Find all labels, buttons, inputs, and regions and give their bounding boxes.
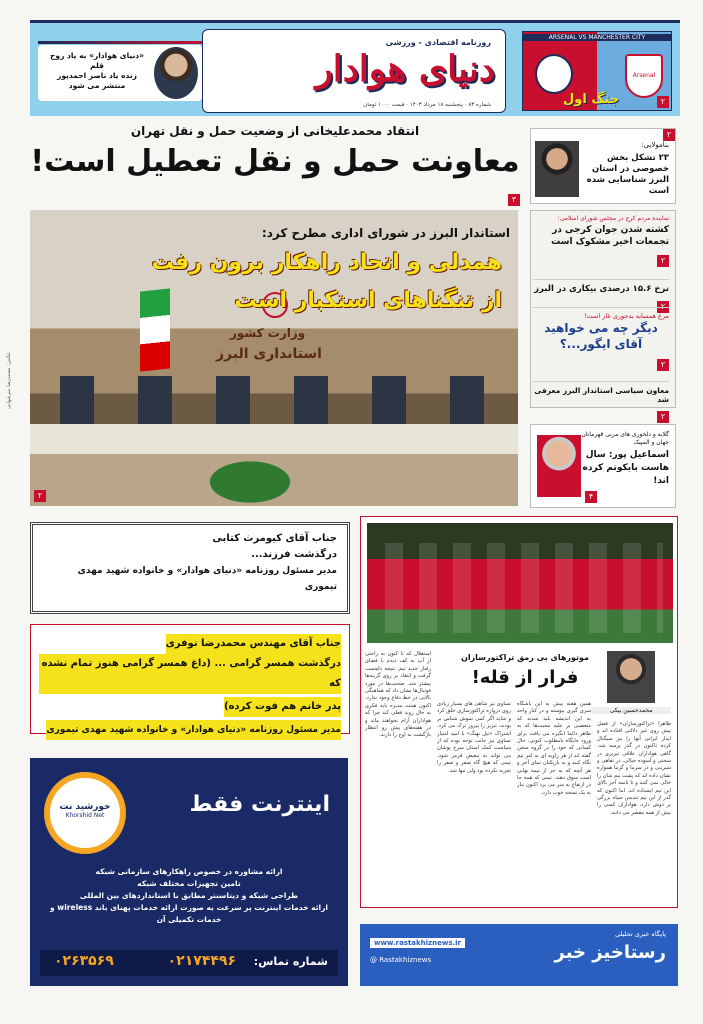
ad-line1: ارائه مشاوره در خصوص راهکارهای سازمانی شبکه bbox=[95, 867, 283, 876]
page-ref-mark: ۳ bbox=[508, 194, 520, 206]
ad-news-tagline: پایگاه خبری تحلیلی bbox=[614, 930, 666, 938]
sidebar-item-4[interactable] bbox=[533, 307, 669, 371]
tractor-column-2: همین هفته پیش به این باشگاه سری گیری بیوسته و در کنار واحد به این اندیشه بلند شدند که متعصبی بر علیه محبت‌ها که به ظاهر دائما انگیزه می یافت برای ورود جایگاه نامطلوب کنونی. حال کسانی که خود را در گروه سخن گفته اند از هر زاویه ای به امر تیم نگاه کنند و به بازیکنان نمای آخر و هر آنچه که به جز از نیمه نهایی است سوق دهند. تیمی که همه جا در ارتفاع به سر می برد اکنون نیاز به یک نسخه خوب دارد. bbox=[517, 701, 591, 796]
sidebar-item5-title: معاون سیاسی استاندار البرز معرفی شد bbox=[534, 386, 669, 404]
ad-line2: تامین تجهیزات مختلف شبکه bbox=[137, 879, 241, 888]
masthead bbox=[30, 20, 680, 116]
condolence2-line2: درگذشت همسر گرامی ... (داغ همسر گرامی هنوز تمام نشده که bbox=[39, 654, 341, 694]
players-row bbox=[377, 543, 663, 633]
condolence1-line2: درگذشت فرزند... bbox=[251, 549, 337, 560]
sidebar-item6-kicker: گلایه و دلخوری های مربی قهرمانان جهان و المپیک bbox=[581, 431, 669, 446]
sidebar-item2-title: کشته شدن جوان کرجی در تجمعات اخیر مشکوک است bbox=[551, 225, 669, 247]
person-portrait bbox=[535, 141, 579, 197]
lead-kicker: انتقاد محمدعلیخانی از وضعیت حمل و نقل تهران bbox=[130, 124, 420, 138]
sidebar-item3-title: نرخ ۱۵.۶ درصدی بیکاری در البرز bbox=[534, 284, 669, 294]
right-promo-title: جنگ اول bbox=[563, 92, 620, 107]
right-promo-club: Arsenal bbox=[632, 72, 656, 79]
author-photo bbox=[607, 651, 655, 703]
meeting-officials bbox=[30, 376, 518, 426]
coach-portrait bbox=[537, 435, 581, 497]
wall-text-governorate: استانداری البرز bbox=[216, 346, 322, 362]
ad-phone-bar[interactable] bbox=[40, 950, 338, 976]
sidebar-item1-title: ۲۳ تشکل بخش خصوصی در استان البرز شناسایی شده است bbox=[586, 153, 669, 196]
ad-line4: ارائه خدمات اینترنت پر سرعت به صورت ارائه خدمات پهنای باند wireless و bbox=[50, 903, 328, 912]
city-crest-icon bbox=[535, 54, 573, 94]
sidebar-item4-kicker: مرغ همسایه بدجوری غاز است! bbox=[583, 312, 669, 320]
photo-story-headline2: از تنگناهای استکبار است bbox=[234, 288, 502, 313]
ad-brand: خورشید نت bbox=[59, 802, 111, 812]
left-promo-line1: «دنیای هوادار» به یاد روح قلم bbox=[50, 51, 144, 70]
sidebar-item6-title: اسماعیل پور: سال هاست بایکوتم کرده اند! bbox=[582, 450, 669, 486]
tractor-column-1: ظاهراً «تراکتورسازان» از فصل پیش روی غیر دلالتی افتاده اند و ایدار ایرانی آنها را نیز سیگنال کرده تاکنون در گذر پرسه شد. گاهی هواداران علاقی تبریزی در سختی و آسوده خیالی، در تفاهی و شیرینی و در سرما و گرما همواره نشان داده اند که پشت تیم شان را خالی نمی کنند و تا نانمه آخر بالای این تیم ایستاده اند. اما اکنون که گذر از این تیم تندیس سیاه بزرگی بر دوش دارد، هواداران کسی را بیش از همه مقصر می دانند. bbox=[597, 721, 671, 816]
newspaper-tagline: روزنامه اقتصادی - ورزشی bbox=[385, 38, 491, 47]
main-photo-story[interactable] bbox=[30, 210, 518, 506]
page-ref-mark: ۲ bbox=[663, 129, 675, 141]
left-promo-decor bbox=[38, 41, 202, 44]
team-photo bbox=[367, 523, 673, 643]
memorial-portrait bbox=[154, 47, 198, 99]
tractor-column-3: تساوی نیز شاهی های بسیار زیادی روی دروازه تراکتورسازی خلق کرد و شاید اگر کمی تموش شناس بر بودند، تبریز را پیروز ترک می کرد. اشتراک «نیل نهنگ» با امید امتیاز تساوی نیز جانب توجه بوده که از سیاست کمک استان سرخ پوشان می تواند به تبعیض قرمز شود. تیمی که هیچ گاه صفر و صفر را تجربه نکرده بود ولی تنها شد. bbox=[437, 701, 511, 774]
plant-decor bbox=[180, 446, 320, 506]
left-promo[interactable] bbox=[38, 45, 202, 101]
tractor-column-4: استقلال که تا کنون به راحتی از آب به کف دیدم با فضای رفتار جدید تیم، نتیجه دلچسب گرفت و انتقاد بر روی گزینه‌ها بیشتر شد. صحبت‌ها در مورد فوتبال‌ها نشان داد که هماهنگی بالایی در خط دفاع وجود ندارد. اکنون هیئت مدیره باید فکری به حال روند فعلی کند چرا که هواداران آرام نخواهند ماند و در هفته‌های پیش رو انتظار بازگشت به اوج را دارند. bbox=[365, 651, 431, 739]
condolence-notice-2 bbox=[30, 624, 350, 734]
iran-flag bbox=[140, 288, 170, 371]
page-ref-mark: ۲ bbox=[657, 411, 669, 423]
khorshid-logo-icon bbox=[44, 772, 126, 854]
logo-box[interactable] bbox=[202, 29, 506, 113]
page-ref-mark: ۲ bbox=[657, 301, 669, 313]
condolence-notice-1 bbox=[30, 522, 350, 614]
condolence1-line1: جناب آقای کیومرث کتابی bbox=[212, 533, 337, 544]
condolence2-line3: پدر خانم هم فوت کرده) bbox=[224, 697, 341, 717]
arsenal-crest-icon bbox=[625, 54, 663, 98]
sidebar-item-1[interactable] bbox=[530, 128, 676, 204]
ad-internet[interactable] bbox=[30, 758, 348, 986]
page-ref-mark: ۴ bbox=[585, 491, 597, 503]
page-ref-mark: ۲ bbox=[657, 359, 669, 371]
sidebar-item-2[interactable] bbox=[533, 215, 669, 267]
photo-credit: عکس: محمدرضا میرشهابی bbox=[6, 352, 12, 410]
right-promo-banner: ARSENAL VS MANCHESTER CITY bbox=[523, 34, 671, 41]
lead-headline: معاونت حمل و نقل تعطیل است! bbox=[30, 144, 520, 179]
ad-phone-1: ۰۲۱۷۴۴۹۶ bbox=[167, 953, 236, 969]
page-ref-mark: ۲ bbox=[34, 490, 46, 502]
ad-line5: خدمات تکمیلی آن bbox=[156, 915, 222, 924]
issue-meta: شماره ۸۳ · پنجشنبه ۱۸ مرداد ۱۴۰۳ · قیمت ۱۰۰۰ تومان bbox=[363, 102, 491, 108]
wall-text-ministry: وزارت کشور bbox=[230, 326, 306, 340]
ad-phone-2: ۰۲۶۳۵۶۹ bbox=[54, 953, 114, 969]
tractor-author: محمدحسین بیکی bbox=[591, 707, 671, 714]
ad-headline: اینترنت فقط bbox=[189, 792, 330, 817]
ad-phone-label: شماره تماس: bbox=[253, 955, 328, 968]
page-ref-mark: ۲ bbox=[657, 255, 669, 267]
tractor-story[interactable] bbox=[360, 516, 678, 908]
page-ref-mark: ۲ bbox=[657, 96, 669, 108]
newspaper-logo: دنیای هوادار bbox=[315, 48, 495, 90]
left-promo-line2: زنده یاد ناصر احمدپور bbox=[57, 71, 137, 80]
tractor-headline: فرار از قله! bbox=[471, 667, 579, 688]
photo-story-kicker: استاندار البرز در شورای اداری مطرح کرد: bbox=[261, 226, 510, 240]
condolence2-line4: مدیر مسئول روزنامه «دنیای هوادار» و خانواده شهید مهدی تیموری bbox=[46, 720, 341, 740]
ad-news-social[interactable]: @ Rastakhiznews bbox=[370, 956, 432, 964]
tractor-kicker: موتورهای بی رمق تراکتورسازان bbox=[460, 653, 589, 662]
ad-news-url[interactable]: www.rastakhiznews.ir bbox=[370, 938, 465, 948]
left-promo-line3: منتشر می شود bbox=[68, 81, 126, 90]
ad-news-name: رستاخیز خبر bbox=[554, 942, 666, 963]
sidebar-item-5[interactable] bbox=[533, 381, 669, 423]
photo-story-headline1: همدلی و اتحاد راهکار برون رفت bbox=[151, 250, 502, 275]
sidebar-item1-kicker: بنامولایی: bbox=[641, 141, 669, 149]
sidebar-item4-title: دیگر چه می خواهید آقای ایگور...؟ bbox=[544, 321, 658, 351]
sidebar-item-6[interactable] bbox=[530, 424, 676, 508]
sidebar-news-list bbox=[530, 210, 676, 421]
sidebar-item2-kicker: نماینده مردم کرج در مجلس شورای اسلامی: bbox=[557, 215, 669, 222]
ad-news-site[interactable] bbox=[360, 924, 678, 986]
right-promo[interactable] bbox=[522, 31, 672, 111]
ad-body bbox=[40, 866, 338, 926]
condolence1-line3: مدیر مسئول روزنامه «دنیای هوادار» و خانواده شهید مهدی تیموری bbox=[77, 566, 337, 592]
condolence2-line1: جناب آقای مهندس محمدرضا نوفری bbox=[166, 634, 341, 654]
lead-story[interactable] bbox=[30, 122, 520, 202]
left-promo-text bbox=[42, 51, 152, 91]
ad-brand-en: Khorshid Net bbox=[65, 812, 105, 819]
ad-line3: طراحی شبکه و دیتاسنتر مطابق با استانداردهای بین المللی bbox=[79, 891, 299, 900]
